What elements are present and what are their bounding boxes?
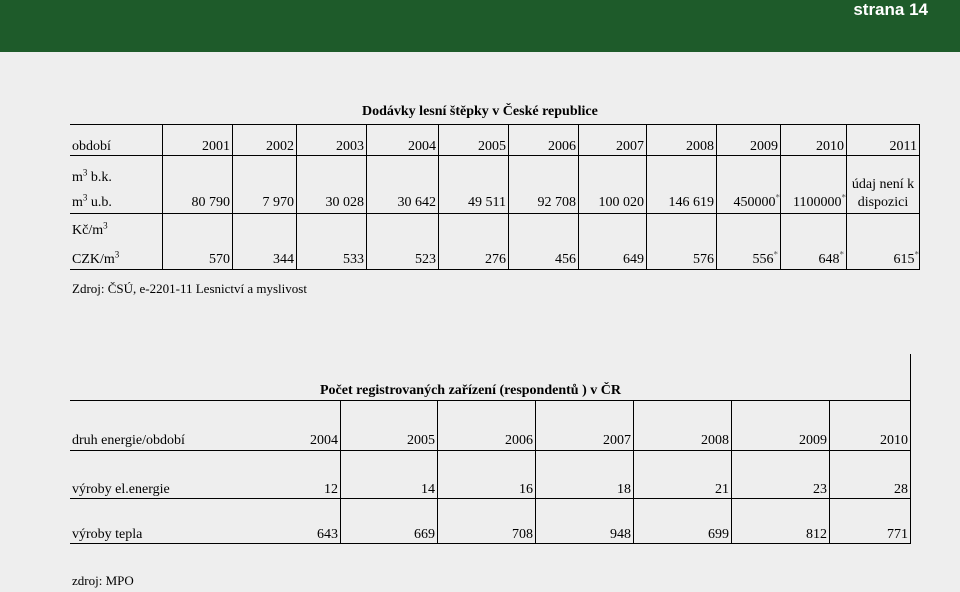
value-cell: 49 511 xyxy=(468,195,506,210)
not-available-note: údaj není k xyxy=(851,177,915,192)
value-cell: 344 xyxy=(273,252,294,267)
page-number-label: strana 14 xyxy=(853,0,928,19)
table-rule xyxy=(70,498,911,499)
value-cell: 615* xyxy=(893,249,919,267)
value-cell: 948 xyxy=(610,527,631,542)
value-cell: 30 028 xyxy=(325,195,364,210)
value-cell: 570 xyxy=(209,252,230,267)
value-cell: 21 xyxy=(715,482,729,497)
year-cell: 2003 xyxy=(336,139,364,154)
row-label-volume-ub: $m^3$ u.b. xyxy=(72,192,112,210)
facilities-table-source: zdroj: MPO xyxy=(72,573,134,588)
table-rule xyxy=(70,155,920,156)
table-rule xyxy=(70,400,911,401)
table-rule xyxy=(162,124,163,269)
table-rule xyxy=(340,400,341,543)
value-cell: 18 xyxy=(617,482,631,497)
value-cell: 771 xyxy=(887,527,908,542)
table-rule xyxy=(296,124,297,269)
value-cell: 523 xyxy=(415,252,436,267)
column-header: období xyxy=(72,139,111,154)
value-cell: 708 xyxy=(512,527,533,542)
table-rule xyxy=(70,543,911,544)
table-rule xyxy=(716,124,717,269)
value-cell: 643 xyxy=(317,527,338,542)
supply-table-source: Zdroj: ČSÚ, e-2201-11 Lesnictví a myslivost xyxy=(72,281,307,296)
year-cell: 2005 xyxy=(407,433,435,448)
table-rule xyxy=(910,400,911,543)
value-cell: 812 xyxy=(806,527,827,542)
value-cell: 556* xyxy=(752,249,778,267)
year-cell: 2006 xyxy=(548,139,576,154)
year-cell: 2010 xyxy=(816,139,844,154)
supply-table-title: Dodávky lesní štěpky v České republice xyxy=(362,104,598,119)
table-rule xyxy=(829,400,830,543)
column-header: druh energie/období xyxy=(72,433,185,448)
value-cell: 1100000* xyxy=(793,192,846,210)
table-rule xyxy=(437,400,438,543)
not-available-note: dispozici xyxy=(857,195,909,210)
value-cell: 16 xyxy=(519,482,533,497)
value-cell: 699 xyxy=(708,527,729,542)
facilities-table-title: Počet registrovaných zařízení (respondentů ) v ČR xyxy=(320,383,621,398)
table-rule xyxy=(366,124,367,269)
value-cell: 12 xyxy=(324,482,338,497)
year-cell: 2004 xyxy=(408,139,436,154)
value-cell: 7 970 xyxy=(262,195,294,210)
table-rule xyxy=(438,124,439,269)
table-rule xyxy=(70,124,920,125)
year-cell: 2009 xyxy=(799,433,827,448)
value-cell: 450000* xyxy=(733,192,780,210)
table-rule xyxy=(731,400,732,543)
value-cell: 80 790 xyxy=(191,195,230,210)
value-cell: 669 xyxy=(414,527,435,542)
row-label: výroby tepla xyxy=(72,527,143,542)
table-rule xyxy=(508,124,509,269)
value-cell: 30 642 xyxy=(397,195,436,210)
value-cell: 28 xyxy=(894,482,908,497)
year-cell: 2001 xyxy=(202,139,230,154)
value-cell: 14 xyxy=(421,482,435,497)
row-label: výroby el.energie xyxy=(72,482,170,497)
year-cell: 2006 xyxy=(505,433,533,448)
value-cell: 146 619 xyxy=(668,195,714,210)
row-label-volume-bk: $m^3$ b.k. xyxy=(72,167,112,185)
table-rule xyxy=(232,124,233,269)
year-cell: 2005 xyxy=(478,139,506,154)
value-cell: 456 xyxy=(555,252,576,267)
table-rule xyxy=(633,400,634,543)
year-cell: 2009 xyxy=(750,139,778,154)
top-bar xyxy=(0,0,960,52)
year-cell: 2010 xyxy=(880,433,908,448)
table-rule xyxy=(535,400,536,543)
table-rule xyxy=(70,269,920,270)
row-label-price-czk: CZK/$m^3$ xyxy=(72,249,120,267)
value-cell: 276 xyxy=(485,252,506,267)
value-cell: 100 020 xyxy=(598,195,644,210)
year-cell: 2007 xyxy=(603,433,631,448)
year-cell: 2008 xyxy=(686,139,714,154)
year-cell: 2007 xyxy=(616,139,644,154)
value-cell: 648* xyxy=(818,249,844,267)
value-cell: 92 708 xyxy=(537,195,576,210)
table-rule xyxy=(70,450,911,451)
value-cell: 23 xyxy=(813,482,827,497)
year-cell: 2011 xyxy=(889,139,917,154)
table-rule xyxy=(578,124,579,269)
table-rule xyxy=(646,124,647,269)
value-cell: 649 xyxy=(623,252,644,267)
value-cell: 576 xyxy=(693,252,714,267)
table-rule xyxy=(910,354,911,400)
row-label-price-czk-local: $Kč/m^3$ xyxy=(72,220,108,238)
value-cell: 533 xyxy=(343,252,364,267)
table-rule xyxy=(70,213,920,214)
year-cell: 2004 xyxy=(310,433,338,448)
year-cell: 2002 xyxy=(266,139,294,154)
year-cell: 2008 xyxy=(701,433,729,448)
